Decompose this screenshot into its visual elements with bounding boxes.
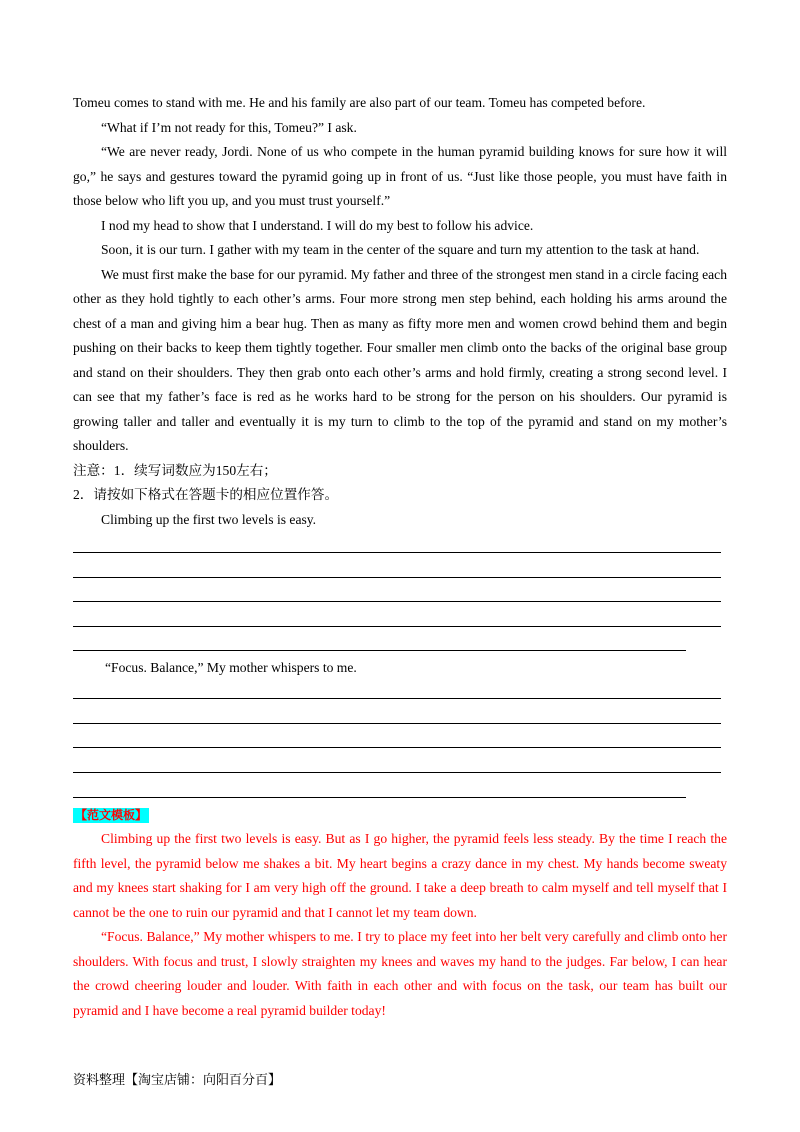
answer-line (73, 723, 721, 724)
page-footer: 资料整理【淘宝店铺：向阳百分百】 (73, 1072, 282, 1087)
answer-line (73, 698, 721, 699)
prompt-paragraph-6: We must first make the base for our pyramid. My father and three of the strongest men stand in a circle facing each other as they hold tightly to each other’s arms. Four more strong men step behind, each holding his arms around the chest of a man and giving him a bear hug. Then as many as fifty more men and women crowd behind them and begin pushing on their backs to keep them tightly together. Four smaller men climb onto the backs of the original base group and stand on their shoulders. They then grab onto each other’s arms and hold firmly, creating a strong second level. I can see that my father’s face is red as he works hard to be strong for the person on his shoulders. Our pyramid is growing taller and taller and eventually it is my turn to climb to the top of the pyramid and stand on my mother’s shoulders. (73, 266, 727, 453)
section-2-start: “Focus. Balance,” My mother whispers to me. (105, 660, 357, 675)
answer-line (73, 577, 721, 578)
prompt-paragraph-3: “We are never ready, Jordi. None of us who compete in the human pyramid building knows for sure how it will go,” he says and gestures toward the pyramid going up in front of us. “Just like those people, you must have faith in those below who lift you up, and you must trust yourself.” (73, 144, 727, 208)
answer-line (73, 650, 686, 651)
answer-line (73, 797, 686, 798)
prompt-text (73, 91, 727, 532)
note-line-1: 注意：1．续写词数应为150左右； (73, 462, 277, 478)
answer-line (73, 552, 721, 553)
answer-line (73, 601, 721, 602)
note-line-2: 2．请按如下格式在答题卡的相应位置作答。 (73, 487, 339, 502)
prompt-paragraph-4: I nod my head to show that I understand. I will do my best to follow his advice. (101, 217, 534, 233)
section-1-start: Climbing up the first two levels is easy. (101, 511, 317, 527)
prompt-paragraph-2: “What if I’m not ready for this, Tomeu?” I ask. (101, 119, 357, 135)
model-paragraph-1: Climbing up the first two levels is easy. But as I go higher, the pyramid feels less steady. By the time I reach the fifth level, the pyramid below me shakes a bit. My heart begins a crazy dance in my chest. My hands become sweaty and my knees start shaking for I am very high off the ground. I take a deep breath to calm myself and tell myself that I cannot be the one to ruin our pyramid and that I cannot let my team down. (73, 831, 727, 920)
model-paragraph-2: “Focus. Balance,” My mother whispers to me. I try to place my feet into her belt very carefully and climb onto her shoulders. With focus and trust, I slowly straighten my knees and waves my hand to the judges. Far below, I can hear the crowd cheering louder and louder. With faith in each other and with focus on the task, our team has built our pyramid and I have become a real pyramid builder today! (73, 929, 727, 1018)
model-answer (73, 805, 727, 1023)
answer-line (73, 772, 721, 773)
prompt-paragraph-5: Soon, it is our turn. I gather with my team in the center of the square and turn my attention to the task at hand. (101, 242, 700, 257)
model-answer-label: 【范文模板】 (75, 808, 148, 822)
section-2-block (73, 656, 727, 681)
prompt-paragraph-1: Tomeu comes to stand with me. He and his family are also part of our team. Tomeu has competed before. (73, 95, 646, 110)
answer-line (73, 626, 721, 627)
answer-line (73, 747, 721, 748)
